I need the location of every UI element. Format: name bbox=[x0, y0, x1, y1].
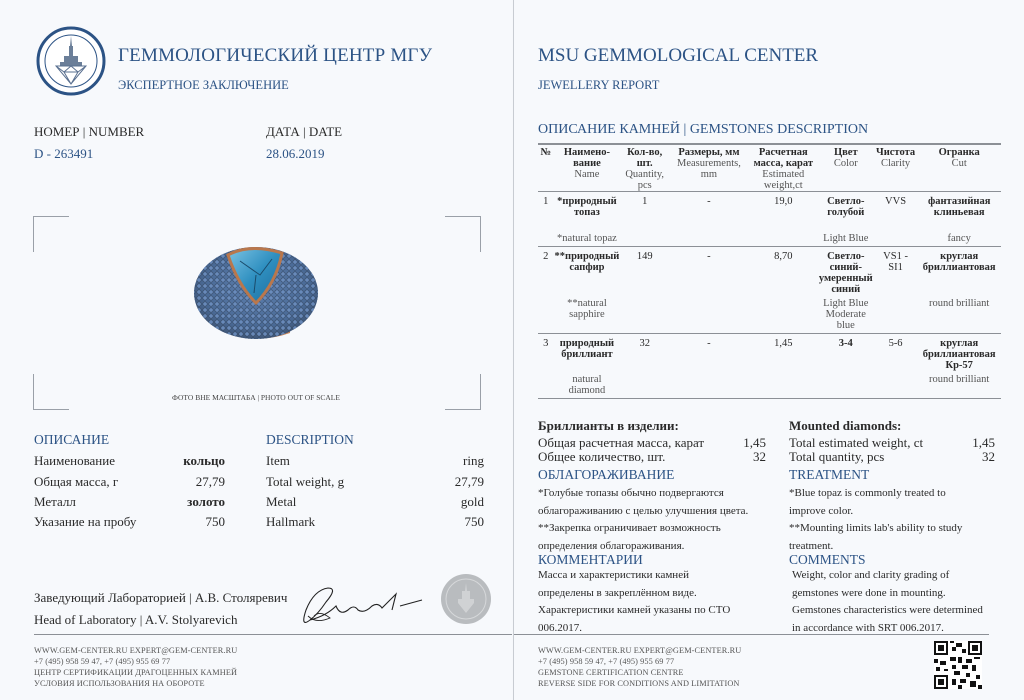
summary-value: 32 bbox=[753, 449, 766, 464]
description-row bbox=[266, 494, 484, 510]
table-row-translation bbox=[538, 371, 1001, 399]
comments-heading-en: COMMENTS bbox=[789, 552, 866, 567]
cell-cut-en: round brilliant bbox=[928, 297, 990, 309]
table-header-row bbox=[538, 144, 1001, 192]
cell-name-ru: *природный топаз bbox=[557, 196, 617, 218]
footer-rule bbox=[34, 634, 512, 635]
summary-label: Total estimated weight, ct bbox=[789, 435, 924, 450]
signatory-ru: Заведующий Лабораторией | А.В. Столяревич bbox=[34, 590, 288, 605]
cell-number: 3 bbox=[543, 337, 549, 349]
footer-line: УСЛОВИЯ ИСПОЛЬЗОВАНИЯ НА ОБОРОТЕ bbox=[34, 679, 205, 688]
msu-gem-center-logo-icon bbox=[36, 26, 106, 96]
column-header-cut: Огранка Cut bbox=[938, 147, 980, 169]
text-line: 006.2017. bbox=[538, 621, 582, 634]
photo-frame-corner bbox=[33, 374, 69, 410]
description-value: ring bbox=[463, 453, 484, 468]
cell-measurements: - bbox=[707, 250, 711, 262]
cell-name-ru: **природный сапфир bbox=[554, 250, 620, 273]
signatory-en: Head of Laboratory | A.V. Stolyarevich bbox=[34, 612, 238, 627]
photo-caption: ФОТО ВНЕ МАСШТАБА | PHOTO OUT OF SCALE bbox=[172, 393, 340, 402]
cell-measurements: - bbox=[707, 196, 711, 207]
photo-frame-corner bbox=[445, 216, 481, 252]
description-value: gold bbox=[460, 494, 484, 509]
table-row-translation bbox=[538, 230, 1001, 247]
cell-clarity: VVS bbox=[885, 196, 907, 207]
column-header-weight: Расчетная масса, карат Estimated weight,ct bbox=[753, 147, 813, 191]
cell-quantity: 1 bbox=[642, 196, 648, 207]
cell-name-en: *natural topaz bbox=[557, 232, 617, 244]
embossed-seal-icon bbox=[440, 573, 492, 625]
treatment-heading-en: TREATMENT bbox=[789, 467, 870, 482]
footer-line: +7 (495) 958 59 47, +7 (495) 955 69 77 bbox=[538, 657, 675, 666]
cell-cut-ru: круглая бриллиантовая Кр-57 bbox=[922, 337, 996, 371]
gemstones-heading: ОПИСАНИЕ КАМНЕЙ | GEMSTONES DESCRIPTION bbox=[538, 122, 869, 137]
description-value: золото bbox=[187, 494, 225, 509]
description-label: Наименование bbox=[34, 453, 115, 468]
footer-contacts-right bbox=[538, 645, 741, 689]
cell-quantity: 32 bbox=[639, 337, 650, 349]
description-row bbox=[266, 453, 484, 469]
footer-line: +7 (495) 958 59 47, +7 (495) 955 69 77 bbox=[34, 657, 171, 666]
footer-line: WWW.GEM-CENTER.RU EXPERT@GEM-CENTER.RU bbox=[538, 646, 742, 655]
text-line: определены в закреплённом виде. bbox=[538, 586, 697, 599]
cell-color-ru: Светло-голубой bbox=[827, 196, 865, 218]
summary-row bbox=[538, 450, 766, 464]
footer-line: REVERSE SIDE FOR CONDITIONS AND LIMITATION bbox=[538, 679, 740, 688]
description-label: Металл bbox=[34, 494, 76, 509]
treatment-text-ru bbox=[538, 485, 748, 555]
cell-quantity: 149 bbox=[636, 250, 653, 262]
text-line: Характеристики камней указаны по СТО bbox=[538, 604, 731, 616]
text-line: *Blue topaz is commonly treated to bbox=[789, 487, 946, 499]
summary-label: Total quantity, pcs bbox=[789, 449, 885, 464]
description-label: Указание на пробу bbox=[34, 514, 137, 529]
description-value: 750 bbox=[205, 514, 225, 529]
table-row bbox=[538, 246, 1001, 295]
description-heading-en: DESCRIPTION bbox=[266, 432, 354, 447]
qr-code-icon[interactable] bbox=[934, 641, 982, 689]
treatment-heading-ru: ОБЛАГОРАЖИВАНИЕ bbox=[538, 467, 675, 482]
summary-value: 32 bbox=[982, 449, 995, 464]
summary-row bbox=[789, 436, 995, 450]
report-title-en: MSU GEMMOLOGICAL CENTER bbox=[538, 45, 819, 66]
cell-color-en: Light Blue Moderate blue bbox=[823, 297, 869, 331]
description-heading-ru: ОПИСАНИЕ bbox=[34, 432, 110, 447]
mounted-diamonds-heading-en: Mounted diamonds: bbox=[789, 418, 902, 433]
treatment-text-en bbox=[789, 485, 962, 555]
text-line: определения облагораживания. bbox=[538, 539, 685, 552]
cell-weight: 19,0 bbox=[774, 196, 793, 207]
handwritten-signature bbox=[296, 580, 426, 632]
footer-rule bbox=[514, 634, 989, 635]
cell-color-ru: 3-4 bbox=[838, 337, 853, 349]
text-line: improve color. bbox=[789, 504, 854, 517]
cell-cut-en: round brilliant bbox=[928, 374, 990, 385]
description-label: Hallmark bbox=[266, 514, 316, 529]
cell-weight: 8,70 bbox=[774, 250, 793, 262]
summary-label: Общая расчетная масса, карат bbox=[538, 435, 705, 450]
description-row bbox=[34, 474, 225, 490]
description-value: 27,79 bbox=[454, 474, 484, 489]
text-line: облагораживанию с целью улучшения цвета. bbox=[538, 504, 749, 517]
text-line: Weight, color and clarity grading of bbox=[792, 569, 950, 581]
text-line: **Закрепка ограничивает возможность bbox=[538, 522, 721, 534]
report-title-ru: ГЕММОЛОГИЧЕСКИЙ ЦЕНТР МГУ bbox=[118, 45, 433, 66]
cell-color-en bbox=[818, 371, 874, 399]
description-label: Общая масса, г bbox=[34, 474, 119, 489]
cell-color-en: Light Blue bbox=[823, 232, 869, 244]
report-subtitle-en: JEWELLERY REPORT bbox=[538, 78, 660, 92]
report-right-page bbox=[513, 0, 1024, 700]
summary-value: 1,45 bbox=[743, 435, 766, 450]
comments-text-ru bbox=[538, 567, 730, 637]
description-row bbox=[34, 453, 225, 469]
cell-name-en: natural diamond bbox=[568, 374, 606, 396]
footer-line: WWW.GEM-CENTER.RU EXPERT@GEM-CENTER.RU bbox=[34, 646, 238, 655]
mounted-diamonds-heading-ru: Бриллианты в изделии: bbox=[538, 418, 679, 433]
text-line: *Голубые топазы обычно подвергаются bbox=[538, 487, 724, 499]
text-line: in accordance with SRT 006.2017. bbox=[792, 621, 944, 634]
cell-cut-ru: круглая бриллиантовая bbox=[922, 250, 996, 273]
column-header-measurements: Размеры, мм Measurements, mm bbox=[676, 147, 741, 180]
comments-text-en bbox=[792, 567, 983, 637]
description-row bbox=[266, 514, 484, 530]
text-line: Gemstones characteristics were determined bbox=[792, 604, 983, 616]
text-line: **Mounting limits lab's ability to study bbox=[789, 522, 963, 534]
table-row bbox=[538, 333, 1001, 371]
description-label: Total weight, g bbox=[266, 474, 345, 489]
description-label: Item bbox=[266, 453, 290, 468]
cell-color-ru: Светло-синий-умеренный синий bbox=[818, 250, 873, 295]
description-value: 27,79 bbox=[195, 474, 225, 489]
date-value: 28.06.2019 bbox=[266, 146, 325, 161]
cell-number: 1 bbox=[543, 196, 549, 207]
description-value: 750 bbox=[464, 514, 484, 529]
summary-label: Общее количество, шт. bbox=[538, 449, 666, 464]
number-value: D - 263491 bbox=[34, 146, 94, 161]
description-row bbox=[266, 474, 484, 490]
footer-contacts-left bbox=[34, 645, 237, 689]
report-subtitle-ru: ЭКСПЕРТНОЕ ЗАКЛЮЧЕНИЕ bbox=[118, 78, 289, 92]
text-line: Масса и характеристики камней bbox=[538, 569, 689, 581]
ring-photo bbox=[190, 235, 320, 350]
text-line: gemstones were done in mounting. bbox=[792, 586, 946, 599]
summary-row bbox=[538, 436, 766, 450]
cell-number: 2 bbox=[543, 250, 549, 262]
date-label: ДАТА | DATE bbox=[266, 124, 343, 139]
description-row bbox=[34, 514, 225, 530]
cell-weight: 1,45 bbox=[774, 337, 793, 349]
cell-name-ru: природный бриллиант bbox=[559, 337, 615, 360]
number-label: НОМЕР | NUMBER bbox=[34, 124, 145, 139]
footer-line: GEMSTONE CERTIFICATION CENTRE bbox=[538, 668, 684, 677]
cell-name-en: **natural sapphire bbox=[567, 297, 607, 320]
cell-cut-ru: фантазийная клиньевая bbox=[927, 196, 991, 218]
description-row bbox=[34, 494, 225, 510]
summary-value: 1,45 bbox=[972, 435, 995, 450]
photo-frame-corner bbox=[33, 216, 69, 252]
cell-measurements: - bbox=[707, 337, 711, 349]
gemstones-table bbox=[538, 143, 1001, 399]
description-label: Metal bbox=[266, 494, 297, 509]
column-header-quantity: Кол-во, шт. Quantity, pcs bbox=[625, 147, 665, 191]
cell-cut-en: fancy bbox=[947, 232, 971, 244]
column-header-name: Наимено-вание Name bbox=[563, 147, 610, 180]
description-value: кольцо bbox=[183, 453, 225, 468]
column-header-number: № bbox=[540, 147, 552, 158]
table-row bbox=[538, 192, 1001, 230]
cell-clarity: VS1 - SI1 bbox=[883, 250, 908, 273]
summary-row bbox=[789, 450, 995, 464]
comments-heading-ru: КОММЕНТАРИИ bbox=[538, 552, 643, 567]
text-line: treatment. bbox=[789, 539, 834, 552]
column-header-color: Цвет Color bbox=[833, 147, 858, 169]
cell-clarity: 5-6 bbox=[888, 337, 903, 349]
footer-line: ЦЕНТР СЕРТИФИКАЦИИ ДРАГОЦЕННЫХ КАМНЕЙ bbox=[34, 668, 238, 677]
column-header-clarity: Чистота Clarity bbox=[876, 147, 916, 169]
table-row-translation bbox=[538, 295, 1001, 334]
photo-frame-corner bbox=[445, 374, 481, 410]
